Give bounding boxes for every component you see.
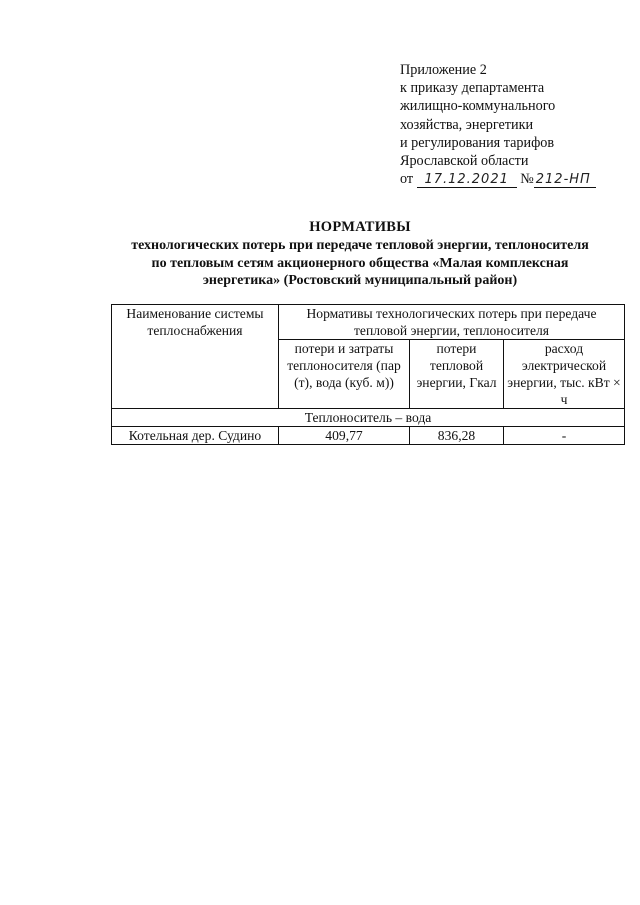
section-coolant-water: Теплоноситель – вода <box>112 409 625 427</box>
cell-system-name: Котельная дер. Судино <box>112 427 279 445</box>
table-row <box>112 427 625 445</box>
appendix-block <box>400 61 596 188</box>
subtitle-line: по тепловым сетям акционерного общества «Малая комплексная <box>151 255 569 271</box>
subtitle-line: технологических потерь при передаче тепловой энергии, теплоносителя <box>131 238 589 253</box>
appendix-line: Приложение 2 <box>400 62 487 78</box>
appendix-line: хозяйства, энергетики <box>400 116 534 133</box>
header-system-name: Наименование системы теплоснабжения <box>112 305 279 409</box>
appendix-line: Ярославской области <box>400 153 529 170</box>
cell-coolant-value: 409,77 <box>279 427 410 445</box>
appendix-line: к приказу департамента <box>400 80 545 97</box>
table-section-row <box>112 409 625 427</box>
appendix-line: и регулирования тарифов <box>400 134 555 151</box>
number-sign: № <box>520 171 534 188</box>
table-header-row <box>112 305 625 340</box>
subheader-electricity: расход электрической энергии, тыс. кВт × ч <box>504 340 625 409</box>
subtitle-line: энергетика» (Ростовский муниципальный район) <box>202 273 518 288</box>
appendix-line: жилищно-коммунального <box>400 98 556 115</box>
handwritten-date: 17.12.2021 <box>417 173 517 188</box>
subheader-heat-losses: потери тепловой энергии, Гкал <box>410 340 504 409</box>
cell-heat-value: 836,28 <box>410 427 504 445</box>
handwritten-order-number: 212-НП <box>534 173 596 188</box>
date-prefix: от <box>400 171 414 188</box>
header-norms-group: Нормативы технологических потерь при передаче тепловой энергии, теплоносителя <box>279 305 625 340</box>
document-subtitle <box>100 237 620 290</box>
subheader-coolant-losses: потери и затраты теплоносителя (пар (т), вода (куб. м)) <box>279 340 410 409</box>
norms-table <box>111 304 625 445</box>
order-date-number-line <box>400 170 596 188</box>
document-title: НОРМАТИВЫ <box>309 219 411 235</box>
cell-electricity-value: - <box>504 427 625 445</box>
